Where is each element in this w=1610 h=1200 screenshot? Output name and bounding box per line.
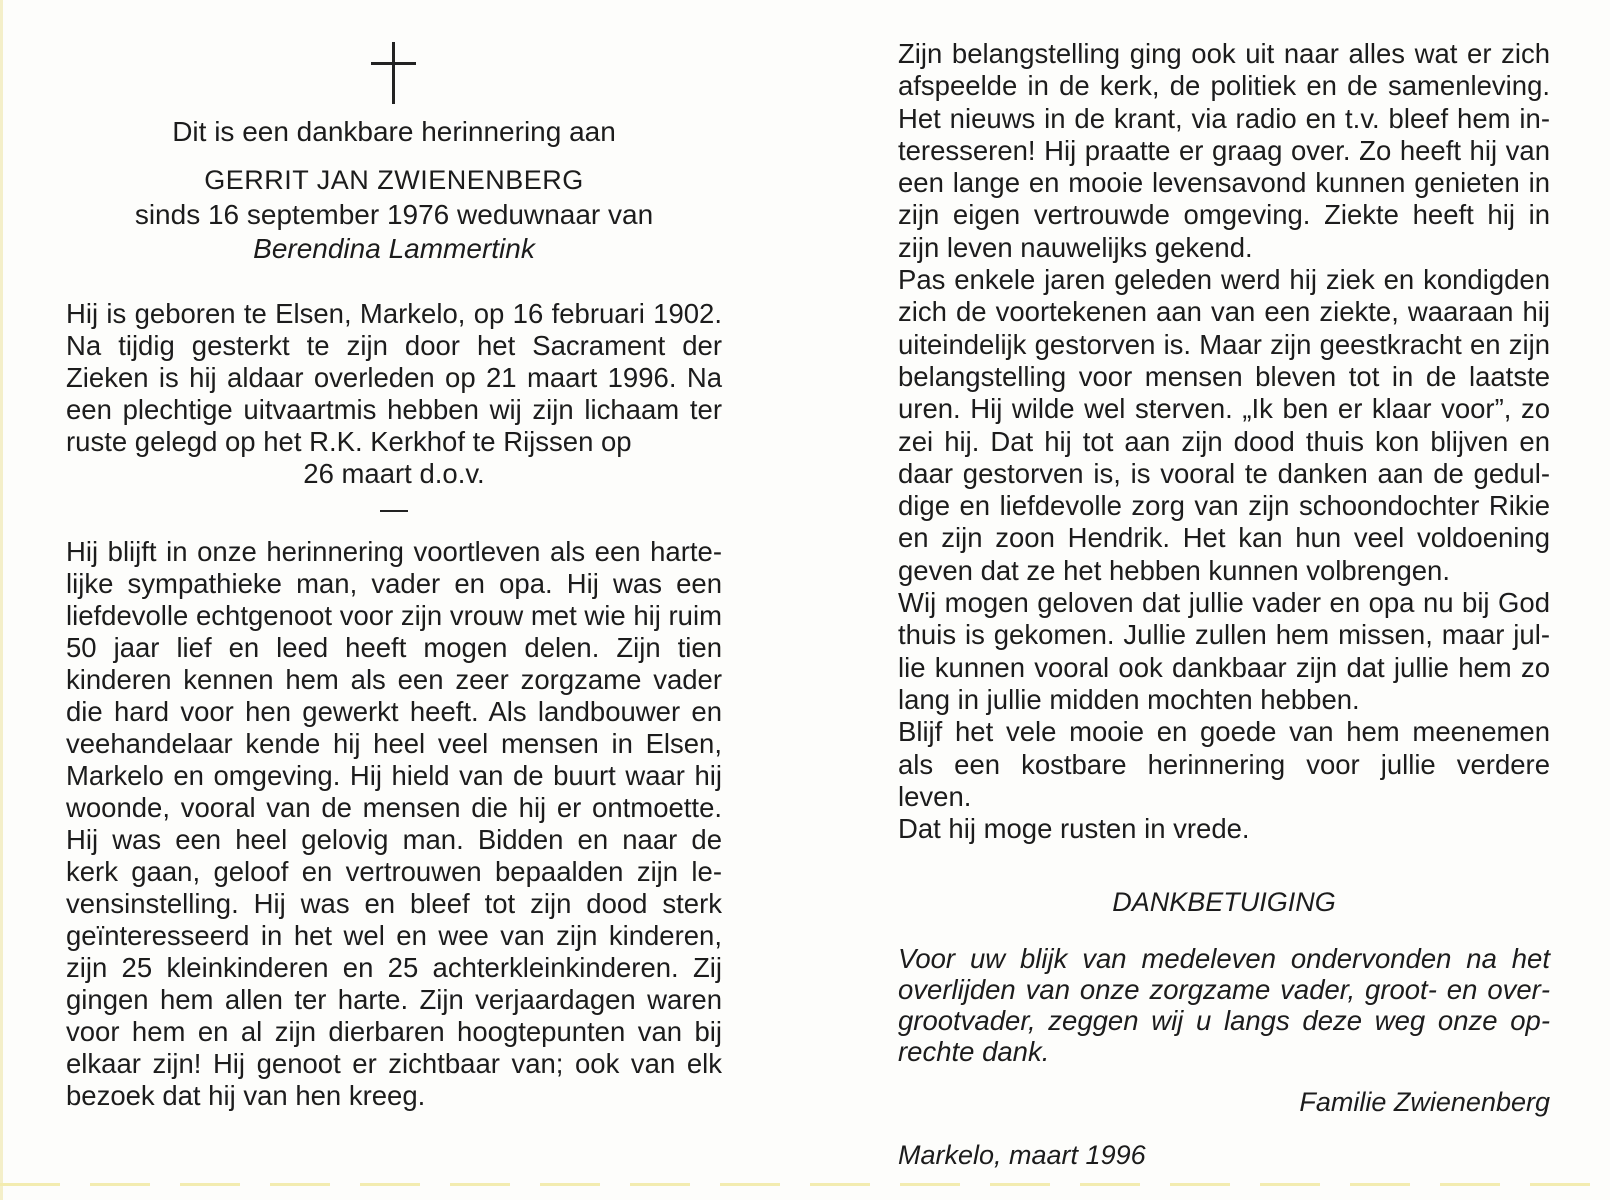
illness-paragraph: Pas enkele jaren geleden werd hij ziek en kondigden zich de voortekenen aan van een ziekte, waaraan hij uiteindelijk gestorven is. Maar zijn geestkracht en zijn belangstelling voor mensen bleven tot in de laatste uren. Hij wilde wel sterven. „Ik ben er klaar voor”, zo zei hij. Dat hij tot aan zijn dood thuis kon blijven en daar gestorven is, is vooral te danken aan de geduldige en liefdevolle zorg van zijn schoondochter Rikie en zijn zoon Hendrik. Het kan hun veel voldoening geven dat ze het hebben kunnen volbrengen. xyxy=(898,264,1550,586)
birth-paragraph: Hij is geboren te Elsen, Markelo, op 16 februari 1902. Na tijdig gesterkt te zijn door het Sacrament der Zieken is hij aldaar overleden op 21 maart 1996. Na een plechtige uitvaartmis hebben wij zijn lichaam ter ruste gelegd op het R.K. Kerkhof te Rijssen op xyxy=(66,298,722,457)
interest-paragraph: Zijn belangstelling ging ook uit naar alles wat er zich afspeelde in de kerk, de politiek en de samenleving. Het nieuws in de krant, via radio en t.v. bleef hem interesseren! Hij praatte er graag over. Zo heeft hij van een lange en mooie levensavond kunnen genieten in zijn eigen vertrouwde omgeving. Ziekte heeft hij in zijn leven nauwelijks gekend. xyxy=(898,38,1550,263)
deceased-name: GERRIT JAN ZWIENENBERG xyxy=(204,165,584,195)
intro-line: Dit is een dankbare herinnering aan xyxy=(172,116,616,147)
faith-paragraph: Wij mogen geloven dat jullie vader en opa nu bij God thuis is gekomen. Jullie zullen hem missen, maar jullie kunnen vooral ook dankbaar zijn dat jullie hem zo lang in jullie midden mochten hebben. xyxy=(898,587,1550,715)
burial-date: 26 maart d.o.v. xyxy=(303,458,485,489)
divider xyxy=(380,510,408,512)
rest-in-peace-line: Dat hij moge rusten in vrede. xyxy=(898,813,1250,845)
paper-edge-left xyxy=(0,0,3,1200)
memory-advice-paragraph: Blijf het vele mooie en goede van hem meenemen als een kostbare herinnering voor jullie verdere leven. xyxy=(898,716,1550,812)
thanks-text: Voor uw blijk van medeleven ondervonden na het overlijden van onze zorgzame vader, groot- en overgrootvader, zeggen wij u langs deze weg onze oprechte dank. xyxy=(898,943,1550,1068)
right-page xyxy=(898,38,1550,1171)
place-date: Markelo, maart 1996 xyxy=(898,1140,1146,1171)
widower-line: sinds 16 september 1976 weduwnaar van xyxy=(134,199,654,230)
thanks-title: DANKBETUIGING xyxy=(1112,887,1336,918)
left-page xyxy=(66,38,722,1112)
paper-edge-bottom xyxy=(0,1183,1610,1186)
cross-icon xyxy=(66,38,722,112)
memory-paragraph: Hij blijft in onze herinnering voortleven als een hartelijke sympathieke man, vader en opa. Hij was een liefdevolle echtgenoot voor zijn vrouw met wie hij ruim 50 jaar lief en leed heeft mogen delen. Zijn tien kinderen kennen hem als een zeer zorgzame vader die hard voor hen gewerkt heeft. Als landbouwer en veehandelaar kende hij heel veel mensen in Elsen, Markelo en omgeving. Hij hield van de buurt waar hij woonde, vooral van de mensen die hij er ontmoette. Hij was een heel gelovig man. Bidden en naar de kerk gaan, geloof en vertrouwen bepaalden zijn levensinstelling. Hij was en bleef tot zijn dood sterk geïnteresseerd in het wel en wee van zijn kinderen, zijn 25 kleinkinderen en 25 achterkleinkinderen. Zij gingen hem allen ter harte. Zijn verjaardagen waren voor hem en al zijn dierbaren hoogtepunten van bij elkaar zijn! Hij genoot er zichtbaar van; ook van elk bezoek dat hij van hen kreeg. xyxy=(66,536,722,1111)
family-signature: Familie Zwienenberg xyxy=(1299,1087,1550,1118)
spouse-name: Berendina Lammertink xyxy=(253,233,535,264)
